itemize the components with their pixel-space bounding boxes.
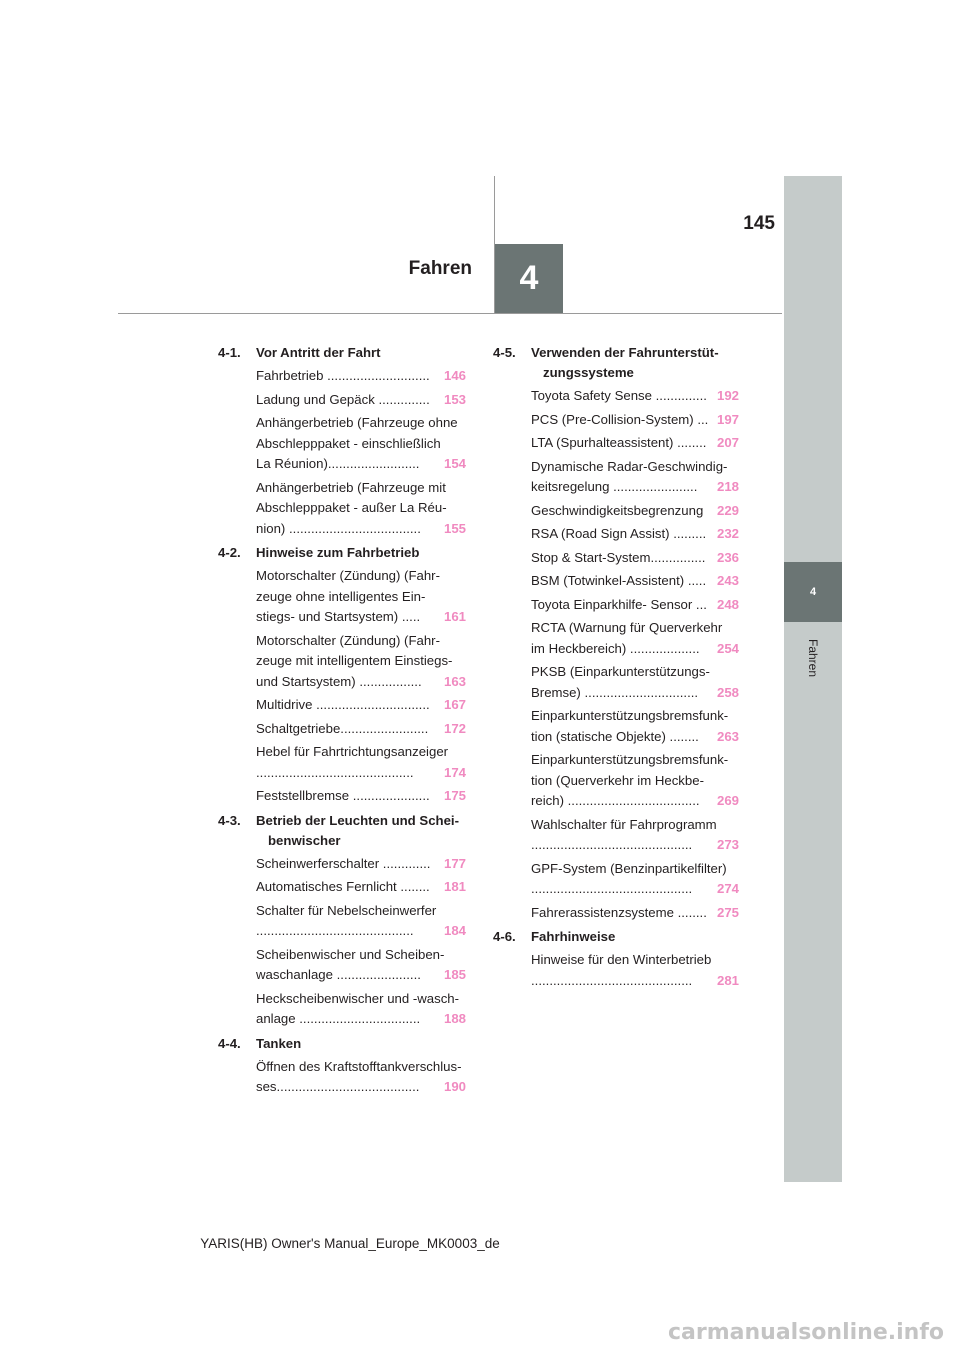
toc-page-link[interactable]: 218 [714, 477, 739, 498]
toc-entry[interactable] [531, 815, 739, 856]
toc-section-heading [493, 343, 739, 383]
toc-page-link[interactable]: 275 [714, 903, 739, 924]
toc-page-link[interactable]: 185 [441, 965, 466, 986]
toc-section-heading [218, 1034, 466, 1054]
section-number: 4-4. [218, 1035, 241, 1051]
section-title: Fahrhinweise [531, 929, 616, 944]
toc-entry-text: Dynamische Radar-Geschwindig- [531, 458, 728, 474]
toc-entry[interactable] [531, 950, 739, 991]
toc-page-link[interactable]: 281 [714, 971, 739, 992]
toc-entry-text: Einparkunterstützungsbremsfunk- [531, 752, 729, 767]
section-title: Verwenden der Fahrunterstüt-zungssysteme [531, 345, 719, 380]
toc-entry-text: Toyota Einparkhilfe- Sensor ... [531, 596, 707, 612]
toc-entry-text: GPF-System (Benzinpartikelfilter) [531, 860, 727, 876]
toc-page-link[interactable]: 236 [714, 548, 739, 569]
header-horizontal-rule [118, 313, 782, 314]
toc-page-link[interactable]: 155 [441, 519, 466, 540]
toc-page-link[interactable]: 229 [714, 501, 739, 522]
toc-page-link[interactable]: 146 [441, 366, 466, 387]
toc-page-link[interactable]: 154 [441, 454, 466, 475]
toc-entry-text: ses....................................... [256, 1079, 420, 1094]
toc-entry[interactable] [531, 571, 739, 592]
toc-entry[interactable] [256, 901, 466, 942]
toc-entry[interactable] [256, 366, 466, 387]
section-title: Vor Antritt der Fahrt [256, 345, 381, 360]
toc-entry-text: Wahlschalter für Fahrprogramm [531, 816, 717, 832]
watermark: carmanualsonline.info [668, 1320, 944, 1345]
toc-page-link[interactable]: 167 [441, 695, 466, 716]
toc-entry[interactable] [531, 433, 739, 454]
toc-entry-text: Hinweise für den Winterbetrieb [531, 952, 712, 967]
toc-entry-text: Scheinwerferschalter ............. [256, 855, 431, 871]
toc-entry[interactable] [531, 903, 739, 924]
toc-page-link[interactable]: 207 [714, 433, 739, 454]
toc-entry-text: im Heckbereich) ................... [531, 640, 700, 656]
toc-entry-text: nion) .................................... [256, 520, 421, 536]
toc-page-link[interactable]: 181 [441, 877, 466, 898]
toc-entry[interactable] [256, 854, 466, 875]
toc-entry-text: Toyota Safety Sense .............. [531, 388, 707, 403]
toc-entry-text: Bremse) ............................... [531, 684, 699, 700]
toc-entry[interactable] [531, 662, 739, 703]
toc-page-link[interactable]: 274 [714, 879, 739, 900]
chapter-title: Fahren [408, 258, 472, 279]
toc-entry-text: Ladung und Gepäck .............. [256, 391, 430, 407]
toc-entry-text: ........................................... [256, 764, 414, 780]
toc-entry-text: Multidrive ............................... [256, 697, 430, 712]
toc-entry-text: zeuge mit intelligentem Einstiegs- [256, 653, 453, 668]
toc-entry-text: Automatisches Fernlicht ........ [256, 879, 430, 894]
footer-manual-id: YARIS(HB) Owner's Manual_Europe_MK0003_de [200, 1236, 500, 1251]
toc-entry-text: Fahrbetrieb ............................ [256, 368, 430, 383]
toc-entry[interactable] [256, 1057, 466, 1098]
section-number: 4-1. [218, 345, 241, 360]
toc-entry-text: Scheibenwischer und Scheiben- [256, 946, 445, 962]
toc-entry[interactable] [531, 618, 739, 659]
toc-entry[interactable] [531, 501, 739, 522]
toc-entry[interactable] [531, 750, 739, 812]
toc-page-link[interactable]: 263 [714, 727, 739, 748]
toc-page-link[interactable]: 163 [441, 672, 466, 693]
toc-entry-text: PCS (Pre-Collision-System) ... [531, 411, 709, 427]
toc-page-link[interactable]: 248 [714, 595, 739, 616]
toc-entry[interactable] [531, 410, 739, 431]
toc-right-column [493, 343, 739, 994]
section-title: Betrieb der Leuchten und Schei-benwischer [256, 812, 459, 848]
section-number: 4-3. [218, 812, 241, 828]
toc-page-link[interactable]: 161 [441, 607, 466, 628]
toc-entry[interactable] [256, 719, 466, 740]
toc-page-link[interactable]: 153 [441, 390, 466, 411]
toc-entry[interactable] [256, 413, 466, 475]
section-number: 4-2. [218, 545, 241, 560]
toc-page-link[interactable]: 258 [714, 683, 739, 704]
section-number: 4-6. [493, 929, 516, 944]
toc-page-link[interactable]: 192 [714, 386, 739, 407]
chapter-number-box: 4 [495, 244, 563, 313]
side-tab-number: 4 [784, 562, 842, 622]
toc-entry-text: ............................................ [531, 972, 693, 988]
page-number: 145 [743, 213, 775, 234]
toc-entry[interactable] [256, 742, 466, 783]
toc-entry-text: LTA (Spurhalteassistent) ........ [531, 435, 707, 450]
toc-entry-text: ............................................ [531, 837, 693, 852]
toc-page-link[interactable]: 172 [441, 719, 466, 740]
side-tab-label: Fahren [806, 638, 820, 678]
toc-entry-text: anlage ................................. [256, 1011, 421, 1026]
toc-page-link[interactable]: 188 [441, 1009, 466, 1030]
toc-entry-text: keitsregelung ....................... [531, 479, 698, 494]
toc-entry-text: Motorschalter (Zündung) (Fahr- [256, 632, 440, 648]
toc-entry-text: Abschlepppaket - außer La Réu- [256, 500, 447, 515]
toc-page-link[interactable]: 190 [441, 1077, 466, 1098]
toc-page-link[interactable]: 184 [441, 921, 466, 942]
toc-entry-text: RCTA (Warnung für Querverkehr [531, 620, 723, 635]
toc-entry[interactable] [256, 631, 466, 693]
toc-page-link[interactable]: 269 [714, 791, 739, 812]
toc-entry[interactable] [531, 457, 739, 498]
toc-entry-text: tion (Querverkehr im Heckbe- [531, 772, 704, 788]
section-title: Tanken [256, 1035, 302, 1051]
toc-entry[interactable] [531, 706, 739, 747]
toc-page-link[interactable]: 197 [714, 410, 739, 431]
toc-entry-text: Heckscheibenwischer und -wasch- [256, 990, 460, 1006]
toc-entry[interactable] [256, 566, 466, 628]
toc-entry-text: Abschlepppaket - einschließlich [256, 435, 441, 451]
toc-entry-text: Motorschalter (Zündung) (Fahr- [256, 568, 440, 583]
toc-entry[interactable] [256, 945, 466, 986]
toc-section-heading [493, 927, 739, 947]
toc-left-column [218, 343, 466, 1101]
toc-entry-text: Öffnen des Kraftstofftankverschlus- [256, 1058, 462, 1074]
toc-page-link[interactable]: 177 [441, 854, 466, 875]
toc-entry-text: ............................................ [531, 881, 693, 896]
toc-entry-text: tion (statische Objekte) ........ [531, 728, 699, 744]
toc-entry-text: Schalter für Nebelscheinwerfer [256, 902, 437, 918]
toc-entry-text: Hebel für Fahrtrichtungsanzeiger [256, 744, 449, 759]
toc-entry[interactable] [531, 595, 739, 616]
toc-entry[interactable] [531, 524, 739, 545]
toc-page-link[interactable]: 174 [441, 763, 466, 784]
section-title: Hinweise zum Fahrbetrieb [256, 545, 420, 560]
toc-entry-text: Anhängerbetrieb (Fahrzeuge ohne [256, 415, 458, 430]
toc-page-link[interactable]: 273 [714, 835, 739, 856]
toc-entry[interactable] [531, 548, 739, 569]
toc-entry[interactable] [256, 877, 466, 898]
toc-entry-text: BSM (Totwinkel-Assistent) ..... [531, 573, 707, 588]
toc-page-link[interactable]: 232 [714, 524, 739, 545]
toc-entry-text: reich) .................................... [531, 793, 700, 808]
toc-entry[interactable] [256, 478, 466, 540]
toc-entry-text: Geschwindigkeitsbegrenzung [531, 502, 704, 518]
toc-entry-text: waschanlage ....................... [256, 967, 421, 982]
toc-entry[interactable] [256, 989, 466, 1030]
toc-entry[interactable] [531, 386, 739, 407]
toc-entry-text: stiegs- und Startsystem) ..... [256, 609, 421, 624]
toc-entry-text: PKSB (Einparkunterstützungs- [531, 664, 710, 679]
toc-page-link[interactable]: 175 [441, 786, 466, 807]
toc-entry[interactable] [531, 859, 739, 900]
toc-entry-text: Schaltgetriebe........................ [256, 720, 429, 736]
toc-entry-text: RSA (Road Sign Assist) ......... [531, 526, 707, 541]
toc-entry-text: ........................................... [256, 923, 414, 938]
toc-entry-text: Stop & Start-System............... [531, 549, 706, 565]
toc-entry-text: Fahrerassistenzsysteme ........ [531, 904, 707, 920]
toc-entry-text: La Réunion)......................... [256, 456, 420, 471]
toc-entry-text: Feststellbremse ..................... [256, 788, 430, 803]
toc-entry[interactable] [256, 786, 466, 807]
toc-entry-text: Einparkunterstützungsbremsfunk- [531, 708, 729, 723]
toc-entry-text: und Startsystem) ................. [256, 673, 422, 689]
toc-page-link[interactable]: 254 [714, 639, 739, 660]
toc-entry-text: Anhängerbetrieb (Fahrzeuge mit [256, 479, 446, 495]
toc-entry-text: zeuge ohne intelligentes Ein- [256, 588, 426, 604]
toc-section-heading [218, 343, 466, 363]
toc-entry[interactable] [256, 695, 466, 716]
toc-section-heading [218, 543, 466, 563]
toc-section-heading [218, 811, 466, 851]
section-number: 4-5. [493, 345, 516, 360]
toc-entry[interactable] [256, 390, 466, 411]
toc-page-link[interactable]: 243 [714, 571, 739, 592]
